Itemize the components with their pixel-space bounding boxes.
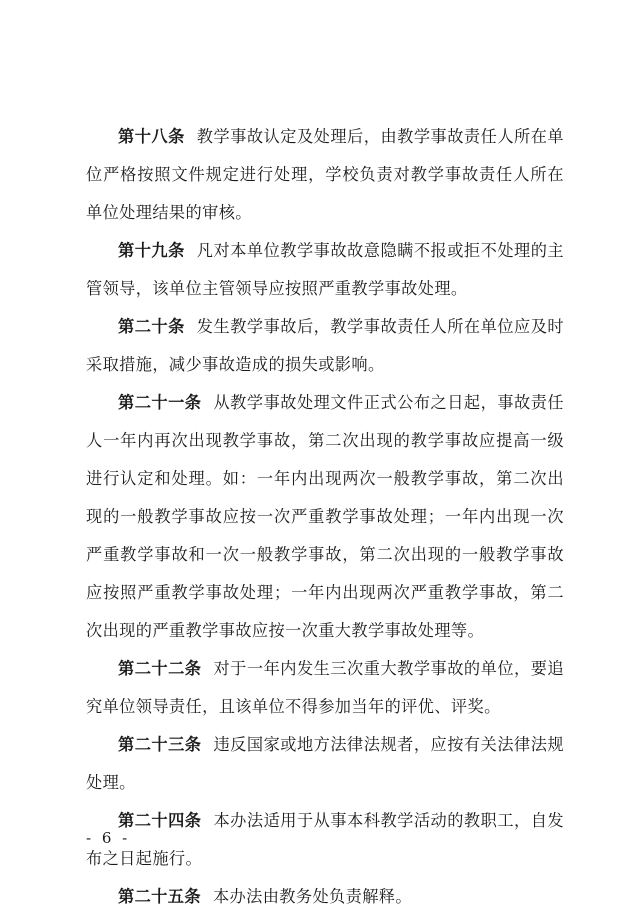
article-25: [86, 878, 564, 916]
article-label: 第十八条: [118, 127, 185, 146]
article-text: 教学事故认定及处理后，由教学事故责任人所在单位严格按照文件规定进行处理，学校负责对教学事故责任人所在单位处理结果的审核。: [86, 127, 564, 222]
article-18: [86, 118, 564, 232]
article-label: 第二十一条: [118, 393, 202, 412]
article-label: 第二十条: [118, 317, 185, 336]
article-text: 违反国家或地方法律法规者，应按有关法律法规处理。: [86, 735, 564, 792]
article-label: 第十九条: [118, 241, 185, 260]
article-24: [86, 802, 564, 878]
article-label: 第二十三条: [118, 735, 202, 754]
article-text: 本办法由教务处负责解释。: [212, 887, 412, 906]
article-label: 第二十四条: [118, 811, 202, 830]
article-22: [86, 650, 564, 726]
article-23: [86, 726, 564, 802]
article-text: 发生教学事故后，教学事故责任人所在单位应及时采取措施，减少事故造成的损失或影响。: [86, 317, 564, 374]
article-text: 从教学事故处理文件正式公布之日起，事故责任人一年内再次出现教学事故，第二次出现的教学事故应提高一级进行认定和处理。如：一年内出现两次一般教学事故，第二次出现的一般教学事故应按一次严重教学事故处理；一年内出现一次严重教学事故和一次一般教学事故，第二次出现的一般教学事故应按照严重教学事故处理；一年内出现两次严重教学事故，第二次出现的严重教学事故应按一次重大教学事故处理等。: [86, 393, 564, 640]
article-text: 凡对本单位教学事故故意隐瞒不报或拒不处理的主管领导，该单位主管领导应按照严重教学事故处理。: [86, 241, 564, 298]
page-number: - 6 -: [86, 829, 131, 847]
article-21: [86, 384, 564, 650]
article-20: [86, 308, 564, 384]
article-text: 对于一年内发生三次重大教学事故的单位，要追究单位领导责任，且该单位不得参加当年的评优、评奖。: [86, 659, 564, 716]
article-label: 第二十五条: [118, 887, 201, 906]
article-19: [86, 232, 564, 308]
article-text: 本办法适用于从事本科教学活动的教职工，自发布之日起施行。: [86, 811, 564, 868]
document-body: [86, 118, 564, 916]
article-label: 第二十二条: [118, 659, 202, 678]
